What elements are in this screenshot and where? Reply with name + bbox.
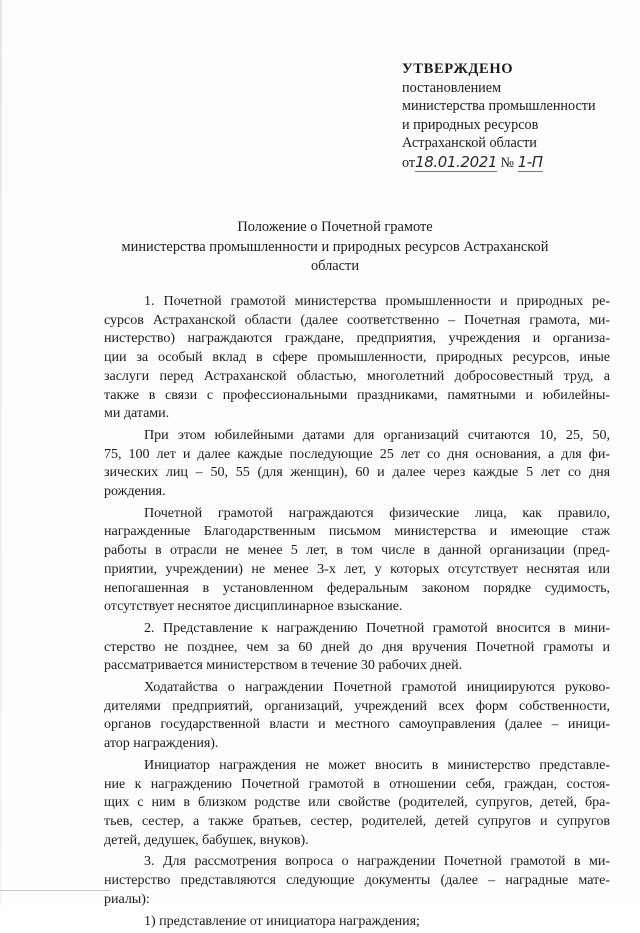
paragraph-line: 3. Для рассмотрения вопроса о награждении Почетной грамотой в ми- <box>144 853 610 870</box>
number-sign: № <box>500 154 515 171</box>
paragraph-line: щих с ним в близком родстве или свойстве (родителей, супругов, детей, бра- <box>104 794 610 811</box>
paragraph-line: тьев, сестер, а также братьев, сестер, родителей, детей супругов и супругов <box>104 812 610 829</box>
title-line: Положение о Почетной грамоте <box>237 219 433 235</box>
paragraph-line: нистерство) награждаются граждане, предприятия, учреждения и организа- <box>104 330 610 347</box>
approval-line: постановлением <box>402 79 502 96</box>
paragraph <box>104 912 610 931</box>
paragraph-line: Ходатайства о награждении Почетной грамотой инициируются руково- <box>144 679 610 696</box>
paragraph-line: рассматривается министерством в течение 30 рабочих дней. <box>104 657 463 674</box>
paragraph-line: ции за особый вклад в сфере промышленности, природных ресурсов, иные <box>104 349 610 366</box>
paragraph-line: 2. Представление к награждению Почетной грамотой вносится в мини- <box>144 619 610 636</box>
paragraph-line: 1. Почетной грамотой министерства промышленности и природных ре- <box>144 293 610 309</box>
document-title <box>100 218 570 277</box>
paragraph-line: При этом юбилейными датами для организаций считаются 10, 25, 50, <box>144 426 610 443</box>
paragraph-line: работы в отрасли не менее 5 лет, в том числе в данной организации (пред- <box>104 542 610 559</box>
paragraph-line: детей, дедушек, бабушек, внуков). <box>104 831 309 848</box>
paragraph-line: 75, 100 лет и далее каждые последующие 25 лет со дня основания, а для фи- <box>104 445 610 462</box>
paragraph-line: нистерство представляются следующие документы (далее – наградные мате- <box>104 872 610 889</box>
paragraph-line: ние к награждению Почетной грамотой в отношении себя, граждан, состоя- <box>104 775 610 792</box>
paragraph-line: 1) представление от инициатора награждения; <box>144 912 420 929</box>
approval-block <box>402 60 632 173</box>
paragraph-line: зических лиц – 50, 55 (для женщин), 60 и далее через каждые 5 лет со дня <box>104 464 610 481</box>
handwritten-date: 18.01.2021 <box>415 152 497 171</box>
paragraph-line: награжденные Благодарственным письмом министерства и имеющие стаж <box>104 523 610 540</box>
paragraph-line: риалы): <box>104 890 150 907</box>
paragraph <box>104 756 610 850</box>
approval-line: и природных ресурсов <box>402 116 539 133</box>
document-body <box>104 292 610 933</box>
approval-line: министерства промышленности <box>402 98 596 115</box>
paragraph-line: стерство не позднее, чем за 60 дней до дня вручения Почетной грамоты и <box>104 638 610 655</box>
paragraph <box>104 426 610 501</box>
paragraph-line: Почетной грамотой награждаются физические лица, как правило, <box>144 504 610 521</box>
paragraph-line: органов государственной власти и местного самоуправления (далее – иници- <box>104 716 610 733</box>
scan-edge-shadow <box>0 0 2 905</box>
approval-heading: УТВЕРЖДЕНО <box>402 61 514 77</box>
handwritten-number: 1-П <box>517 152 543 171</box>
paragraph-line: непогашенная в установленном федеральным законом порядке судимость, <box>104 579 610 596</box>
paragraph-line: рождения. <box>104 483 166 500</box>
paragraph-line: также в связи с профессиональными праздниками, памятными и юбилейны- <box>104 386 610 403</box>
approval-line: Астраханской области <box>402 135 537 152</box>
paragraph-line: приятии, учреждении) не менее 3-х лет, у которых отсутствует неснятая или <box>104 560 610 577</box>
date-prefix: от <box>402 154 416 171</box>
paragraph <box>104 292 610 423</box>
paragraph-line: атор награждения). <box>104 735 219 752</box>
paragraph <box>104 678 610 753</box>
scan-footnote-rule <box>0 890 110 891</box>
paragraph-line: заслуги перед Астраханской областью, многолетний добросовестный труд, а <box>104 367 610 384</box>
paragraph-line: сурсов Астраханской области (далее соответственно – Почетная грамота, ми- <box>104 311 610 328</box>
paragraph-line: отсутствует неснятое дисциплинарное взыскание. <box>104 598 403 615</box>
paragraph <box>104 504 610 616</box>
title-line: области <box>310 258 360 274</box>
title-line: министерства промышленности и природных ресурсов Астраханской <box>121 238 549 255</box>
approval-date-line <box>402 153 632 173</box>
paragraph <box>104 852 610 908</box>
paragraph <box>104 619 610 675</box>
paragraph-line: дителями предприятий, организаций, учреждений всех форм собственности, <box>104 697 610 714</box>
paragraph-line: Инициатор награждения не может вносить в министерство представле- <box>144 756 610 773</box>
paragraph-line: ми датами. <box>104 405 170 422</box>
